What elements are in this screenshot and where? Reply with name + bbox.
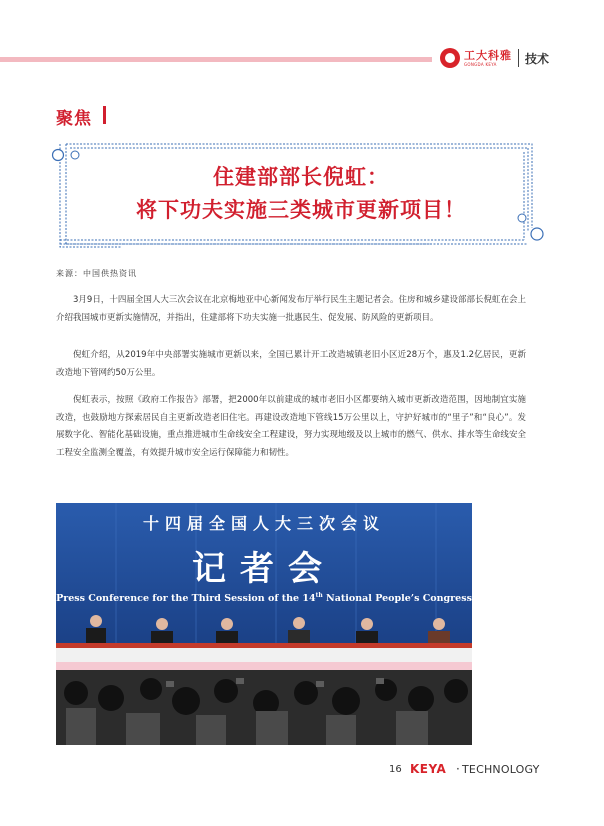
photo-scene — [56, 503, 472, 745]
paragraph-1: 3月9日，十四届全国人大三次会议在北京梅地亚中心新闻发布厅举行民生主题记者会。住房和城乡建设部部长倪虹在会上介绍我国城市更新实施情况，并指出，住建部将下功夫实施一批惠民生、促发展、防风险的更新项目。 — [56, 295, 526, 323]
photo-sign-line-3-sup: th — [315, 592, 323, 599]
title-line-2: 将下功夫实施三类城市更新项目！ — [136, 197, 466, 222]
frame-dot-left-small-icon — [71, 151, 79, 159]
press-conference-photo — [56, 503, 472, 745]
photo-sign-line-3-post: National People’s Congress — [322, 593, 472, 605]
footer-technology: TECHNOLOGY — [462, 763, 540, 776]
article-title — [80, 160, 522, 226]
page-number: 16 — [389, 764, 402, 775]
article-source: 来源：中国供热资讯 — [56, 269, 137, 278]
title-line-1: 住建部部长倪虹： — [213, 164, 389, 189]
focus-label: 聚焦 — [56, 109, 92, 129]
logo-en: GONGDA KEYA — [464, 61, 497, 67]
paragraph-2: 倪虹介绍，从2019年中央部署实施城市更新以来，全国已累计开工改造城镇老旧小区近28万个，惠及1.2亿居民，更新改造地下管网约50万公里。 — [56, 350, 526, 378]
photo-sign-line-1: 十四届全国人大三次会议 — [142, 514, 385, 533]
footer-brand: KEYA — [410, 762, 447, 776]
logo-cn: 工大科雅 — [464, 48, 512, 62]
photo-sign-line-2: 记者会 — [192, 549, 336, 589]
footer-dot: · — [456, 762, 460, 776]
photo-sign-line-3 — [56, 592, 472, 604]
frame-dot-right-icon — [531, 228, 543, 240]
section-label: 技术 — [525, 51, 550, 66]
frame-dot-left-icon — [53, 150, 64, 161]
paragraph-3: 倪虹表示，按照《政府工作报告》部署，把2000年以前建成的城市老旧小区都要纳入城市更新改造范围，因地制宜实施改造，也鼓励地方探索居民自主更新改造老旧住宅。再建设改造地下管线15万公里以上，守护好城市的“里子”和“良心”。发展数字化、智能化基础设施，重点推进城市生命线安全工程建设，努力实现地级及以上城市的燃气、供水、排水等生命线安全工程安全监测全覆盖，有效提升城市安全运行保障能力和韧性。 — [56, 395, 526, 458]
photo-sign-line-3-pre: Press Conference for the Third Session of the 14 — [56, 593, 316, 605]
